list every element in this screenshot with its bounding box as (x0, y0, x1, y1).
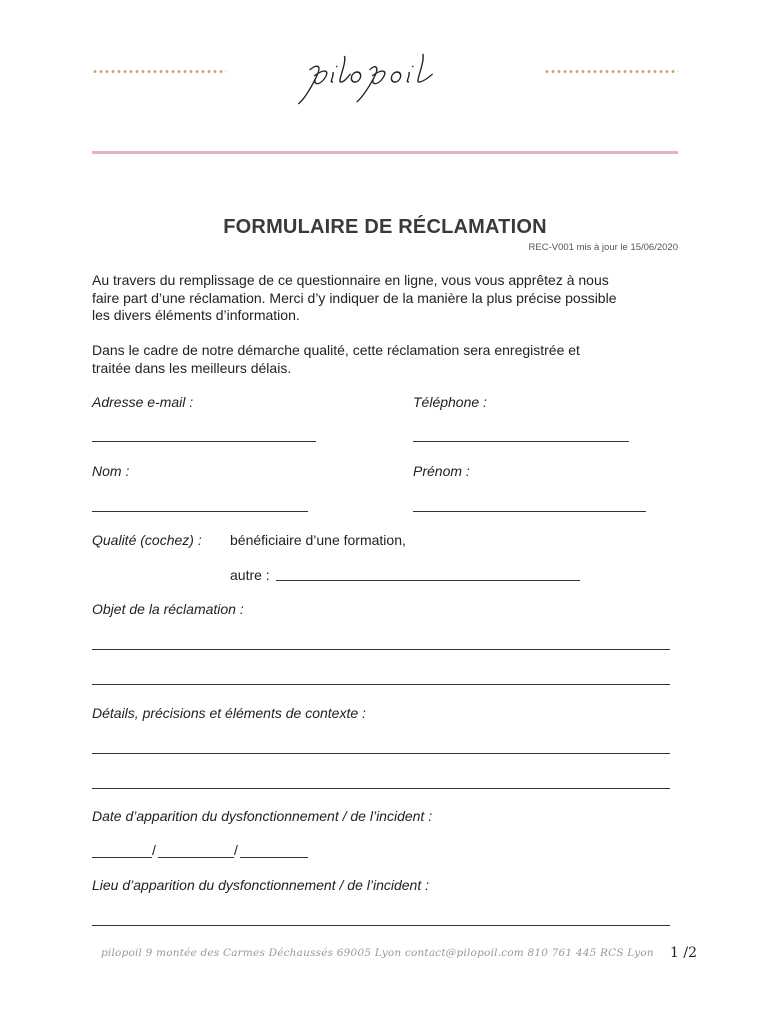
lieu-field-line-1[interactable] (92, 925, 670, 926)
date-separator-1: / (152, 842, 156, 858)
qualite-option-beneficiaire[interactable]: bénéficiaire d’une formation, (230, 532, 406, 548)
pilopoil-logo (294, 48, 456, 106)
nom-label: Nom : (92, 463, 130, 479)
prenom-label: Prénom : (413, 463, 470, 479)
date-separator-2: / (234, 842, 238, 858)
autre-field[interactable] (276, 580, 580, 581)
phone-label: Téléphone : (413, 394, 487, 410)
date-month-field[interactable] (158, 857, 234, 858)
date-label: Date d’apparition du dysfonctionnement / de l’incident : (92, 808, 433, 824)
document-version: REC-V001 mis à jour le 15/06/2020 (528, 242, 678, 253)
prenom-field[interactable] (413, 511, 646, 512)
intro-line: traitée dans les meilleurs délais. (92, 359, 292, 376)
lieu-label: Lieu d’apparition du dysfonctionnement / de l’incident : (92, 877, 429, 893)
nom-field[interactable] (92, 511, 308, 512)
page-number: 1 /2 (670, 945, 697, 961)
intro-line: Au travers du remplissage de ce questionnaire en ligne, vous vous apprêtez à nous (92, 272, 609, 288)
page-title: FORMULAIRE DE RÉCLAMATION (223, 216, 547, 238)
objet-field-line-2[interactable] (92, 684, 670, 685)
date-day-field[interactable] (92, 857, 152, 858)
details-field-line-2[interactable] (92, 788, 670, 789)
intro-line: Dans le cadre de notre démarche qualité, cette réclamation sera enregistrée et (92, 342, 580, 358)
decorative-dots-right (544, 69, 678, 74)
details-field-line-1[interactable] (92, 753, 670, 754)
details-label: Détails, précisions et éléments de contexte : (92, 705, 366, 721)
footer-address: pilopoil 9 montée des Carmes Déchaussés 69005 Lyon contact@pilopoil.com 810 761 445 RCS Lyon (101, 947, 654, 959)
phone-field[interactable] (413, 441, 629, 442)
objet-field-line-1[interactable] (92, 649, 670, 650)
header-divider (92, 151, 678, 154)
intro-paragraph-2 (92, 342, 682, 377)
intro-line: faire part d’une réclamation. Merci d’y indiquer de la manière la plus précise possible (92, 289, 617, 306)
intro-paragraph-1 (92, 272, 682, 325)
pilopoil-logo-signature (294, 48, 456, 106)
objet-label: Objet de la réclamation : (92, 601, 244, 617)
date-year-field[interactable] (240, 857, 308, 858)
qualite-option-autre[interactable]: autre : (230, 567, 270, 583)
decorative-dots-left (92, 69, 226, 74)
email-label: Adresse e-mail : (92, 394, 194, 410)
qualite-label: Qualité (cochez) : (92, 532, 202, 548)
email-field[interactable] (92, 441, 316, 442)
intro-line: les divers éléments d’information. (92, 307, 300, 323)
